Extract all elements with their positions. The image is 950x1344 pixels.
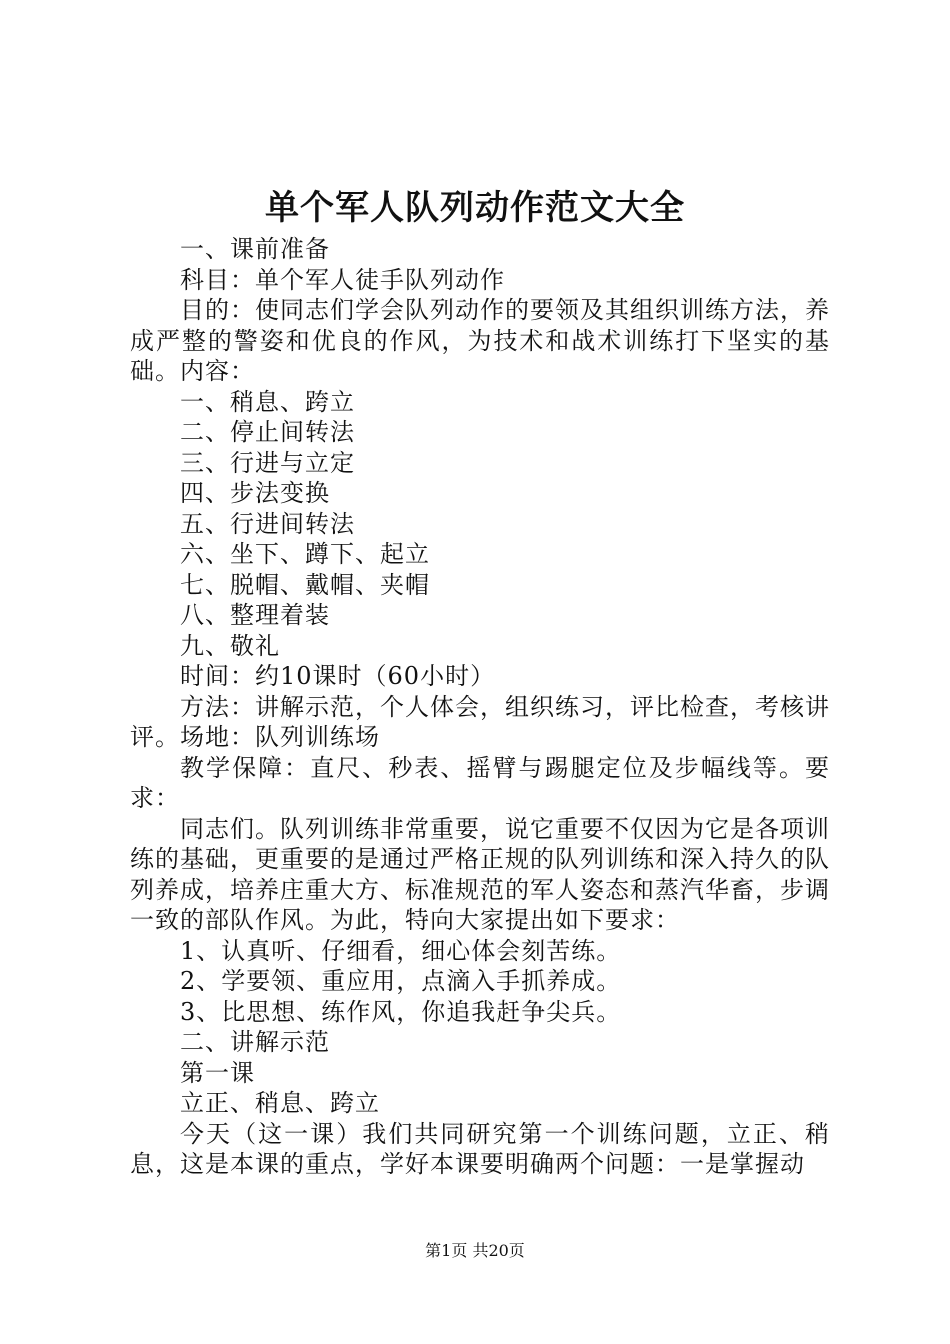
paragraph: 三、行进与立定: [180, 448, 355, 477]
document-title: 单个军人队列动作范文大全: [265, 188, 685, 228]
page-footer: 第1页 共20页: [425, 1241, 525, 1260]
paragraph: 九、敬礼: [180, 631, 280, 660]
paragraph: 立正、稍息、跨立: [180, 1089, 380, 1117]
paragraph: 同志们。队列训练非常重要，说它重要不仅因为它是各项训练的基础，更重要的是通过严格正规的队列训练和深入持久的队列养成，培养庄重大方、标准规范的军人姿态和蒸汽华畜，步调一致的部队作风。为此，特向大家提出如下要求：: [130, 814, 830, 934]
paragraph: 四、步法变换: [180, 479, 330, 507]
paragraph: 3、比思想、练作风，你追我赶争尖兵。: [180, 997, 622, 1026]
paragraph: 科目：单个军人徒手队列动作: [180, 265, 505, 294]
paragraph: 2、学要领、重应用，点滴入手抓养成。: [180, 967, 622, 995]
paragraph: 一、课前准备: [180, 235, 330, 263]
paragraph: 1、认真听、仔细看，细心体会刻苦练。: [180, 936, 622, 965]
paragraph: 七、脱帽、戴帽、夹帽: [180, 570, 430, 599]
paragraph: 方法：讲解示范，个人体会，组织练习，评比检查，考核讲评。场地：队列训练场: [130, 692, 830, 751]
paragraph: 一、稍息、跨立: [180, 387, 355, 416]
paragraph: 目的：使同志们学会队列动作的要领及其组织训练方法，养成严整的警姿和优良的作风，为技术和战术训练打下坚实的基础。内容：: [130, 296, 830, 385]
paragraph: 八、整理着装: [180, 601, 330, 629]
paragraph: 第一课: [180, 1058, 255, 1087]
paragraph: 教学保障：直尺、秒表、摇臂与踢腿定位及步幅线等。要求：: [130, 753, 830, 812]
document-body: [130, 234, 830, 1180]
paragraph: 今天（这一课）我们共同研究第一个训练问题，立正、稍息，这是本课的重点，学好本课要明确两个问题：一是掌握动: [130, 1119, 830, 1178]
paragraph: 五、行进间转法: [180, 509, 355, 538]
paragraph: 六、坐下、蹲下、起立: [180, 540, 430, 568]
paragraph: 二、停止间转法: [180, 418, 355, 446]
paragraph: 时间：约10课时（60小时）: [180, 662, 496, 690]
paragraph: 二、讲解示范: [180, 1028, 330, 1056]
